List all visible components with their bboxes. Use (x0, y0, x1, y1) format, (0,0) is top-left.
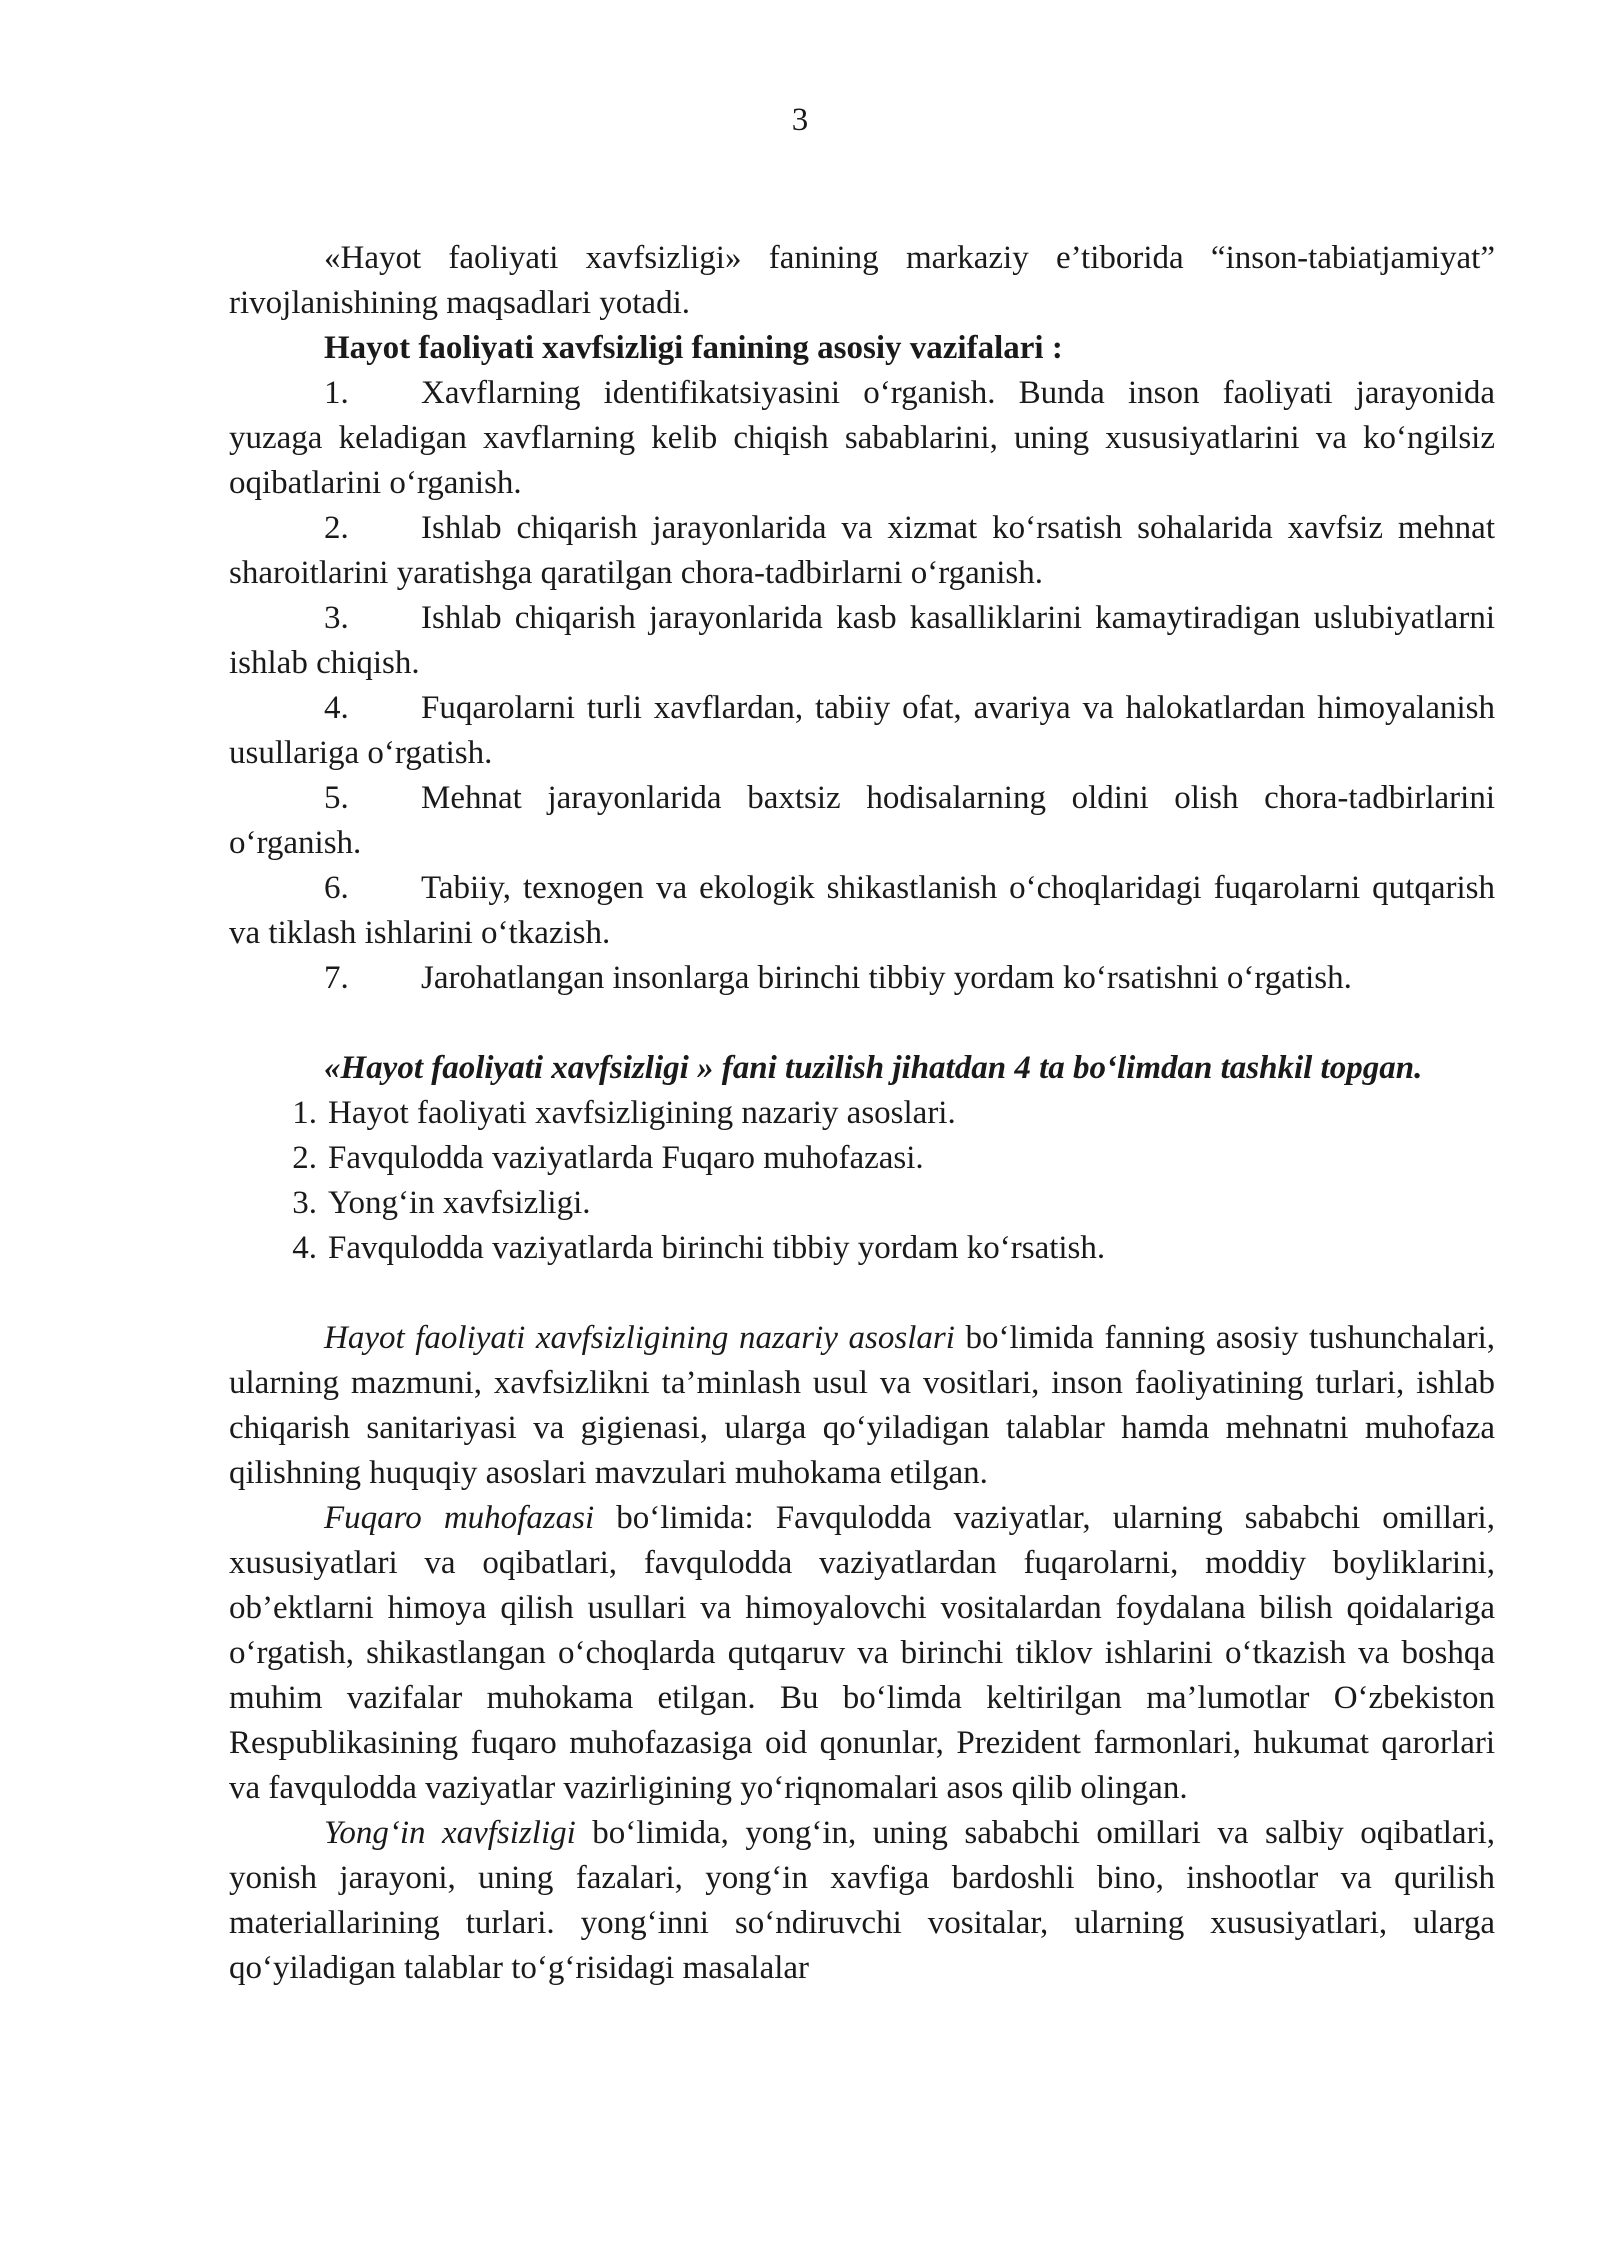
task-text: Tabiiy, texnogen va ekologik shikastlanish o‘choqlaridagi fuqarolarni qutqarish va tiklash ishlarini o‘tkazish. (229, 870, 1495, 951)
section-item (229, 1136, 1495, 1181)
task-item (229, 371, 1495, 506)
task-text: Mehnat jarayonlarida baxtsiz hodisalarning oldini olish chora-tadbirlarini o‘rganish. (229, 780, 1495, 861)
page-number: 3 (791, 102, 809, 138)
body-paragraph-civil-protection (229, 1496, 1495, 1811)
paragraph-lead: Hayot faoliyati xavfsizligining nazariy asoslari (324, 1320, 955, 1356)
task-item (229, 776, 1495, 866)
task-text: Xavflarning identifikatsiyasini o‘rganish. Bunda inson faoliyati jarayonida yuzaga keladigan xavflarning kelib chiqish sabablarini, uning xususiyatlarini va ko‘ngilsiz oqibatlarini o‘rganish. (229, 375, 1495, 501)
tasks-heading: Hayot faoliyati xavfsizligi fanining asosiy vazifalari : (324, 330, 1063, 366)
paragraph-text: bo‘limida fanning asosiy tushunchalari, ularning mazmuni, xavfsizlikni ta’minlash usul va vositlari, inson faoliyatining turlari, ishlab chiqarish sanitariyasi va gigienasi, ularga qo‘yiladigan talablar hamda mehnatni muhofaza qilishning huquqiy asoslari mavzulari muhokama etilgan. (229, 1320, 1495, 1491)
task-item (229, 506, 1495, 596)
task-text: Ishlab chiqarish jarayonlarida kasb kasalliklarini kamaytiradigan uslubiyatlarni ishlab chiqish. (229, 600, 1495, 681)
sections-list (229, 1091, 1495, 1271)
paragraph-lead: Fuqaro muhofazasi (324, 1500, 595, 1536)
task-item (229, 866, 1495, 956)
paragraph-text: bo‘limida, yong‘in, uning sababchi omillari va salbiy oqibatlari, yonish jarayoni, uning fazalari, yong‘in xavfiga bardoshli bino, inshootlar va qurilish materiallarining turlari. yong‘inni so‘ndiruvchi vositalar, ularning xususiyatlari, ularga qo‘yiladigan talablar to‘g‘risidagi masalalar (229, 1815, 1495, 1986)
sections-heading: «Hayot faoliyati xavfsizligi » fani tuzilish jihatdan 4 ta bo‘limdan tashkil topgan. (324, 1050, 1423, 1086)
tasks-list (229, 371, 1495, 1001)
section-item (229, 1226, 1495, 1271)
task-text: Jarohatlangan insonlarga birinchi tibbiy yordam ko‘rsatishni o‘rgatish. (421, 960, 1352, 996)
task-number: 7. (324, 960, 349, 996)
paragraph-text: bo‘limida: Favqulodda vaziyatlar, ularning sababchi omillari, xususiyatlari va oqibatlari, favqulodda vaziyatlardan fuqarolarni, moddiy boyliklarini, ob’ektlarni himoya qilish usullari va himoyalovchi vositalardan foydalana bilish qoidalariga o‘rgatish, shikastlangan o‘choqlarda qutqaruv va birinchi tiklov ishlarini o‘tkazish va boshqa muhim vazifalar muhokama etilgan. Bu bo‘limda keltirilgan ma’lumotlar O‘zbekiston Respublikasining fuqaro muhofazasiga oid qonunlar, Prezident farmonlari, hukumat qarorlari va favqulodda vaziyatlar vazirligining yo‘riqnomalari asos qilib olingan. (229, 1500, 1495, 1806)
intro-paragraph: «Hayot faoliyati xavfsizligi» fanining markaziy e’tiborida “inson-tabiatjamiyat” rivojlanishining maqsadlari yotadi. (229, 240, 1495, 321)
page-content (229, 236, 1495, 1991)
section-number: 1. (292, 1095, 317, 1131)
task-number: 1. (324, 375, 349, 411)
spacer (229, 1271, 1495, 1316)
task-number: 3. (324, 600, 349, 636)
section-text: Favqulodda vaziyatlarda Fuqaro muhofazasi. (328, 1140, 924, 1176)
task-number: 2. (324, 510, 349, 546)
task-text: Ishlab chiqarish jarayonlarida va xizmat ko‘rsatish sohalarida xavfsiz mehnat sharoitlarini yaratishga qaratilgan chora-tadbirlarni o‘rganish. (229, 510, 1495, 591)
section-text: Hayot faoliyati xavfsizligining nazariy asoslari. (328, 1095, 956, 1131)
section-number: 2. (292, 1140, 317, 1176)
task-number: 4. (324, 690, 349, 726)
paragraph-lead: Yong‘in xavfsizligi (324, 1815, 576, 1851)
task-item (229, 686, 1495, 776)
section-text: Favqulodda vaziyatlarda birinchi tibbiy yordam ko‘rsatish. (328, 1230, 1106, 1266)
spacer (229, 1001, 1495, 1046)
task-item (229, 956, 1495, 1001)
task-text: Fuqarolarni turli xavflardan, tabiiy ofat, avariya va halokatlardan himoyalanish usullariga o‘rgatish. (229, 690, 1495, 771)
body-paragraph-fire-safety (229, 1811, 1495, 1991)
section-number: 3. (292, 1185, 317, 1221)
section-text: Yong‘in xavfsizligi. (328, 1185, 591, 1221)
task-number: 6. (324, 870, 349, 906)
section-number: 4. (292, 1230, 317, 1266)
section-item (229, 1091, 1495, 1136)
section-item (229, 1181, 1495, 1226)
task-number: 5. (324, 780, 349, 816)
body-paragraph-theory (229, 1316, 1495, 1496)
task-item (229, 596, 1495, 686)
